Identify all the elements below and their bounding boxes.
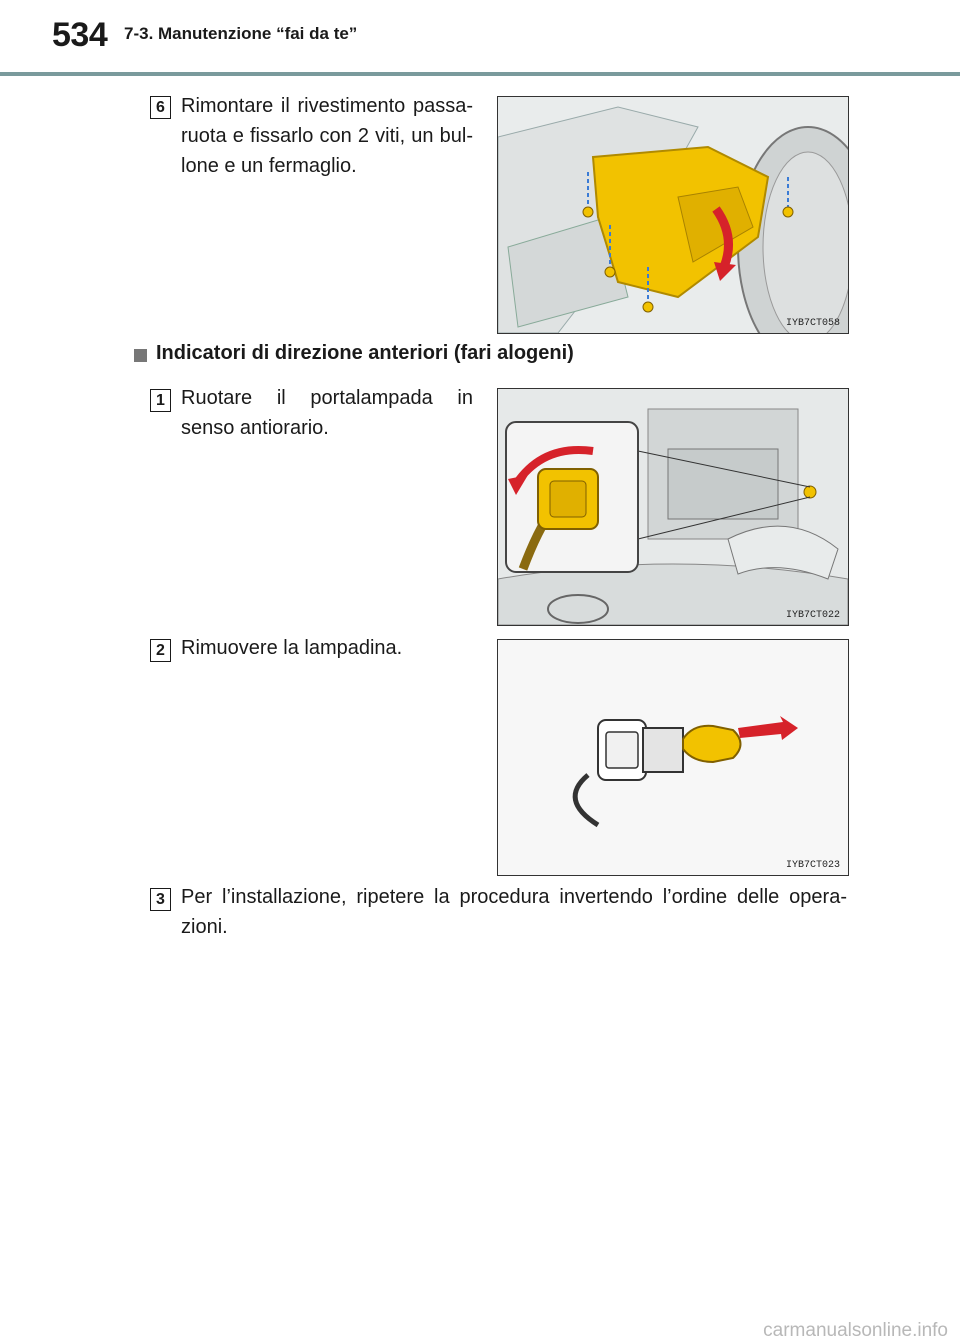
step-6-text: Rimontare il rivestimento passa-ruota e fissarlo con 2 viti, un bul-lone e un fermaglio. bbox=[181, 95, 473, 177]
figure-code: IYB7CT058 bbox=[785, 318, 840, 329]
wheel-liner-illustration bbox=[498, 97, 848, 333]
page-number: 534 bbox=[52, 16, 108, 54]
page-header bbox=[0, 0, 960, 80]
step-number-badge: 1 bbox=[150, 389, 171, 412]
step-3-text: Per l’installazione, ripetere la procedura invertendo l’ordine delle opera-zioni. bbox=[181, 886, 847, 938]
figure-code: IYB7CT022 bbox=[785, 610, 840, 621]
step-number-badge: 2 bbox=[150, 639, 171, 662]
section-title: 7-3. Manutenzione “fai da te” bbox=[124, 24, 358, 43]
figure-bulb-socket-rotate bbox=[497, 388, 849, 626]
section-bullet-icon bbox=[134, 349, 147, 362]
step-number-badge: 6 bbox=[150, 96, 171, 119]
engine-bay-illustration bbox=[498, 389, 848, 625]
figure-bulb-removal bbox=[497, 639, 849, 876]
figure-code: IYB7CT023 bbox=[785, 860, 840, 871]
step-number-badge: 3 bbox=[150, 888, 171, 911]
step-1-text: Ruotare il portalampada in senso antiorario. bbox=[181, 387, 473, 439]
header-divider bbox=[0, 72, 960, 76]
figure-wheel-liner bbox=[497, 96, 849, 334]
section-heading: Indicatori di direzione anteriori (fari alogeni) bbox=[156, 342, 574, 364]
bulb-removal-illustration bbox=[498, 640, 848, 875]
step-2-text: Rimuovere la lampadina. bbox=[181, 637, 403, 659]
footer-watermark: carmanualsonline.info bbox=[763, 1320, 948, 1341]
